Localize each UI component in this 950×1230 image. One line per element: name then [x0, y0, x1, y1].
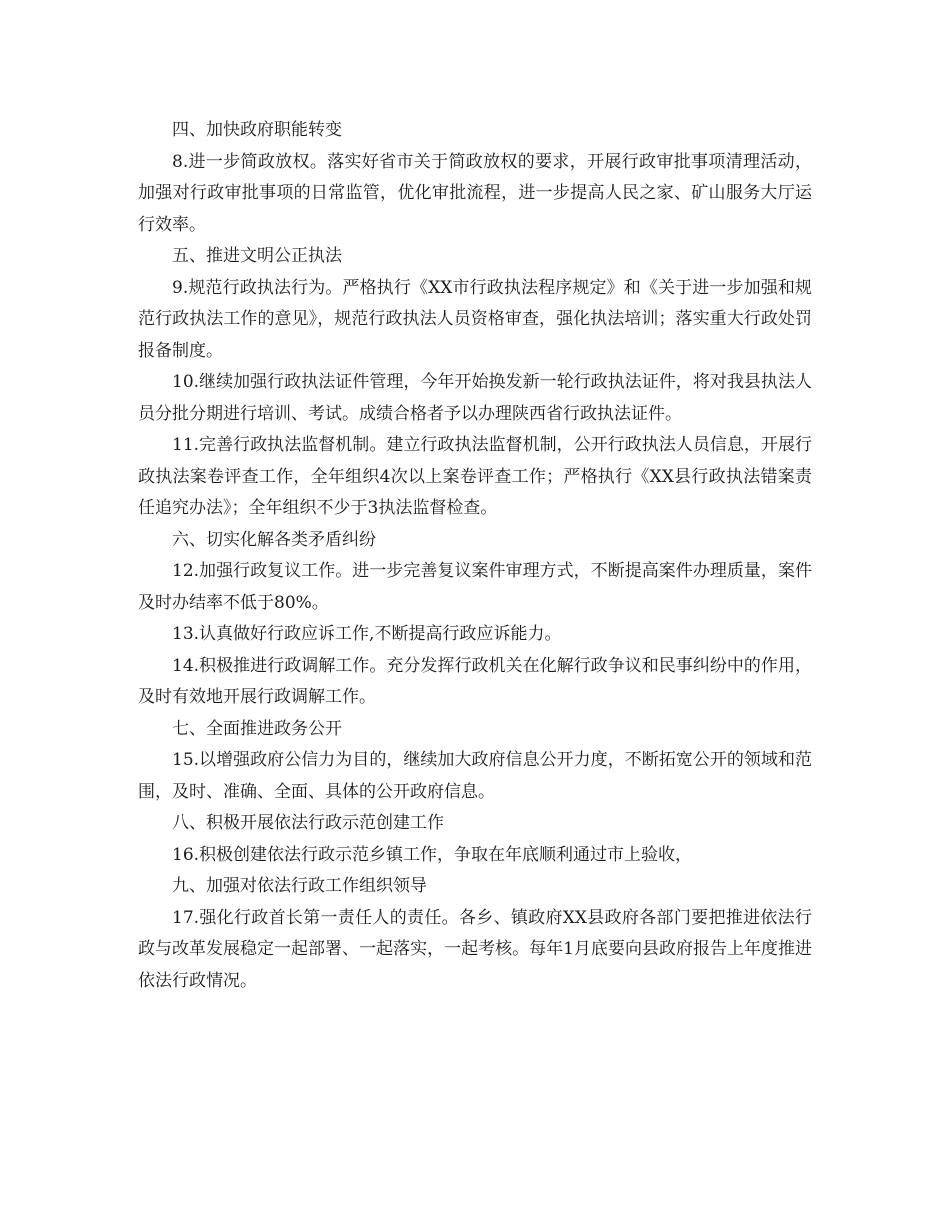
paragraph-11: 11.完善行政执法监督机制。建立行政执法监督机制，公开行政执法人员信息，开展行政执法案卷评查工作，全年组织4次以上案卷评查工作；严格执行《XX县行政执法错案责任追究办法》；全年组织不少于3执法监督检查。: [138, 435, 812, 518]
section-heading-7: 七、全面推进政务公开: [172, 718, 342, 739]
section-heading-9: 九、加强对依法行政工作组织领导: [172, 876, 427, 896]
paragraph-14: 14.积极推进行政调解工作。充分发挥行政机关在化解行政争议和民事纠纷中的作用，及时有效地开展行政调解工作。: [138, 655, 812, 707]
paragraph-13: 13.认真做好行政应诉工作,不断提高行政应诉能力。: [172, 624, 562, 644]
paragraph-15: 15.以增强政府公信力为目的，继续加大政府信息公开力度，不断拓宽公开的领域和范围，及时、准确、全面、具体的公开政府信息。: [138, 750, 812, 802]
section-heading-8: 八、积极开展依法行政示范创建工作: [172, 813, 444, 833]
paragraph-16: 16.积极创建依法行政示范乡镇工作，争取在年底顺利通过市上验收，: [172, 844, 693, 865]
section-heading-6: 六、切实化解各类矛盾纠纷: [172, 529, 376, 550]
section-heading-5: 五、推进文明公正执法: [172, 246, 342, 266]
paragraph-12: 12.加强行政复议工作。进一步完善复议案件审理方式，不断提高案件办理质量，案件及时办结率不低于80%。: [138, 561, 812, 613]
paragraph-17: 17.强化行政首长第一责任人的责任。各乡、镇政府XX县政府各部门要把推进依法行政与改革发展稳定一起部署、一起落实，一起考核。每年1月底要向县政府报告上年度推进依法行政情况。: [138, 907, 812, 991]
paragraph-9: 9.规范行政执法行为。严格执行《XX市行政执法程序规定》和《关于进一步加强和规范行政执法工作的意见》，规范行政执法人员资格审查，强化执法培训；落实重大行政处罚报备制度。: [138, 277, 812, 361]
section-heading-4: 四、加快政府职能转变: [172, 120, 342, 140]
paragraph-10: 10.继续加强行政执法证件管理，今年开始换发新一轮行政执法证件，将对我县执法人员分批分期进行培训、考试。成绩合格者予以办理陕西省行政执法证件。: [138, 372, 812, 424]
paragraph-8: 8.进一步简政放权。落实好省市关于简政放权的要求，开展行政审批事项清理活动，加强对行政审批事项的日常监管，优化审批流程，进一步提高人民之家、矿山服务大厅运行效率。: [138, 151, 812, 235]
